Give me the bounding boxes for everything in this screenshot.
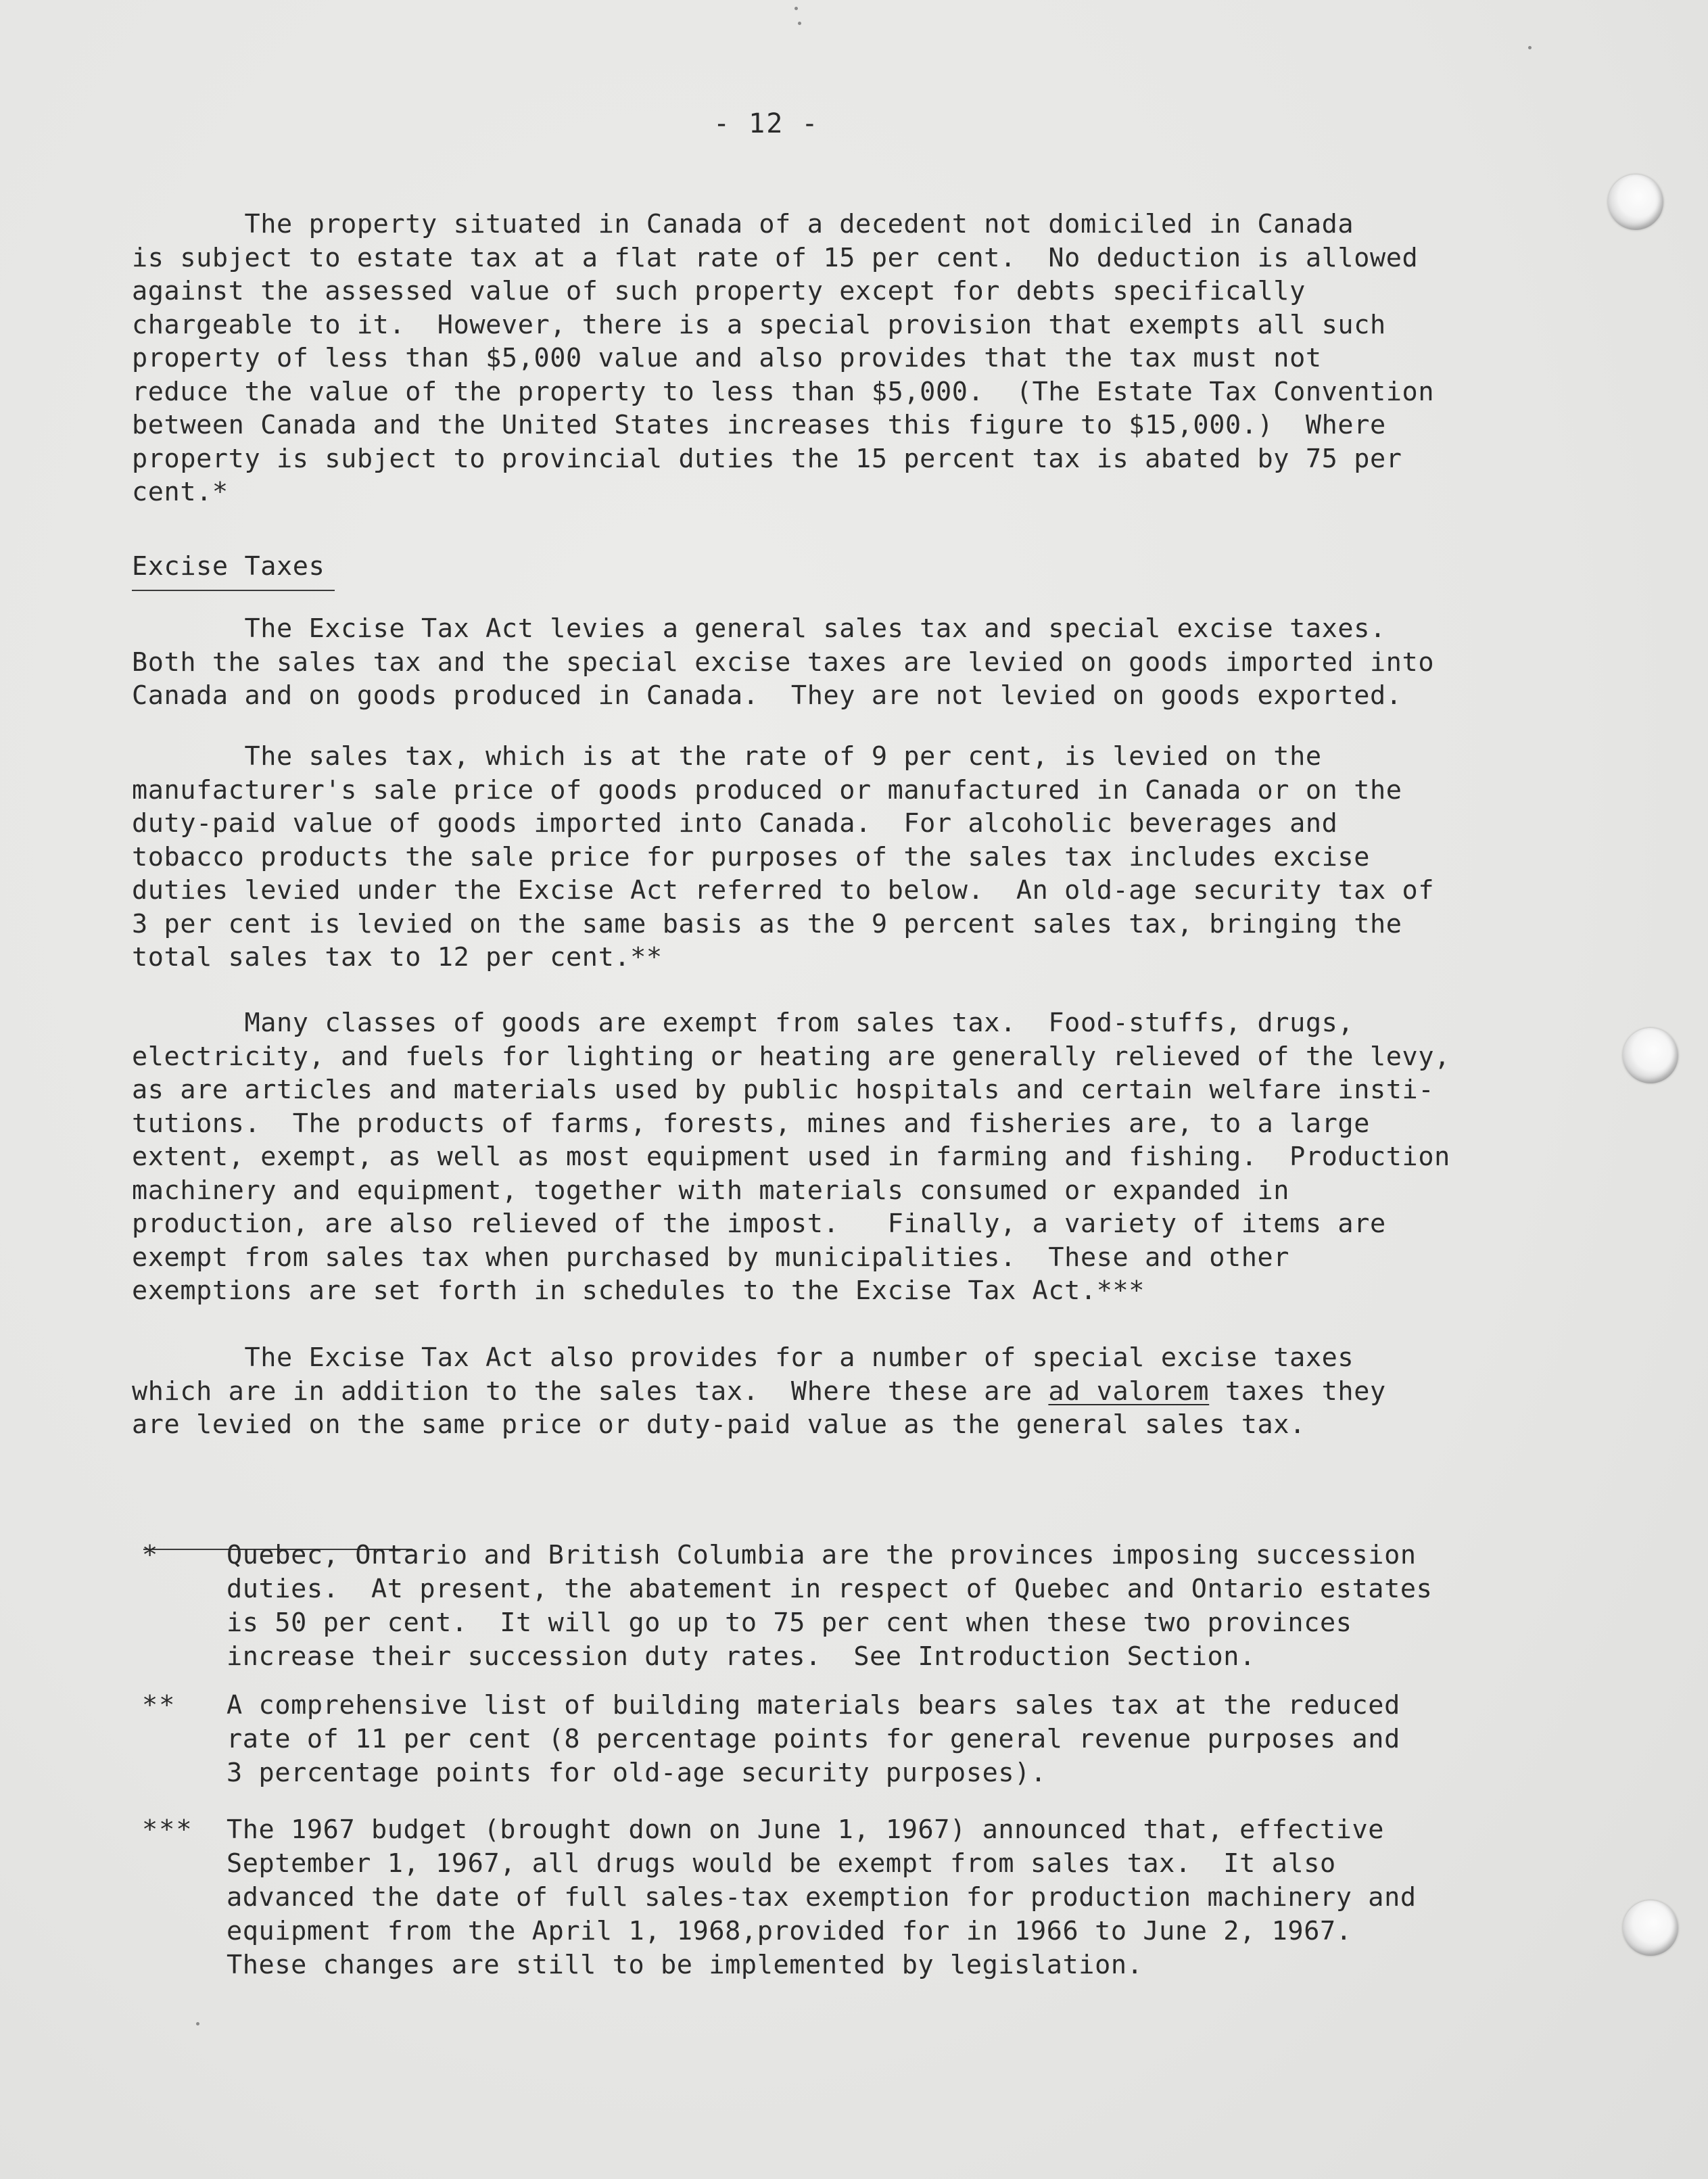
paragraph-sales-tax: The sales tax, which is at the rate of 9 per cent, is levied on the manufacturer's sale price of goods produced or manufactured in Canada or on the duty-paid value of goods imported into Canada. For alcoholic beverages and tobacco products the sale price for purposes of the sales tax includes excise duties levied under the Excise Act referred to below. An old-age security tax of 3 per cent is levied on the same basis as the 9 percent sales tax, bringing the total sales tax to 12 per cent.** [132, 741, 1435, 973]
paragraph-excise-intro: The Excise Tax Act levies a general sales tax and special excise taxes. Both the sales tax and the special excise taxes are levied on goods imported into Canada and on goods produced in Canada. They are not levied on goods exported. [132, 613, 1435, 711]
heading-underline [132, 590, 335, 591]
ad-valorem-term: ad valorem [1048, 1376, 1210, 1407]
punch-hole-bottom [1623, 1900, 1678, 1956]
footnote-text: Quebec, Ontario and British Columbia are the provinces imposing succession duties. At present, the abatement in respect of Quebec and Ontario estates is 50 per cent. It will go up to 75 per cent when these two provinces increase their succession duty rates. See Introduction Section. [227, 1540, 1433, 1672]
special-excise-line-2-start: which are in addition to the sales tax. Where these are [132, 1376, 1049, 1407]
paragraph-exemptions: Many classes of goods are exempt from sales tax. Food-stuffs, drugs, electricity, and fuels for lighting or heating are generally relieved of the levy, as are articles and materials used by public hospitals and certain welfare insti- tutions. The products of farms, forests, mines and fisheries are, to a large extent, exempt, as well as most equipment used in farming and fishing. Production machinery and equipment, together with materials consumed or expanded in production, are also relieved of the impost. Finally, a variety of items are exempt from sales tax when purchased by municipalities. These and other exemptions are set forth in schedules to the Excise Tax Act.*** [132, 1008, 1450, 1306]
footnote-text: A comprehensive list of building materials bears sales tax at the reduced rate of 11 per cent (8 percentage points for general revenue purposes and 3 percentage points for old-age security purposes). [227, 1690, 1400, 1788]
special-excise-line-1: The Excise Tax Act also provides for a number of special excise taxes [132, 1342, 1354, 1373]
paper-speck [196, 2022, 199, 2025]
footnote-marker: * [142, 1540, 160, 1570]
section-heading-excise-taxes: Excise Taxes [132, 551, 325, 582]
paragraph-estate-tax: The property situated in Canada of a decedent not domiciled in Canada is subject to estate tax at a flat rate of 15 per cent. No deduction is allowed against the assessed value of such property except for debts specifically chargeable to it. However, there is a special provision that exempts all such property of less than $5,000 value and also provides that the tax must not reduce the value of the property to less than $5,000. (The Estate Tax Convention between Canada and the United States increases this figure to $15,000.) Where property is subject to provincial duties the 15 percent tax is abated by 75 per cent.* [132, 209, 1435, 507]
paragraph-special-excise [132, 1341, 1538, 1442]
punch-hole-top [1608, 174, 1663, 230]
footnote-text: The 1967 budget (brought down on June 1, 1967) announced that, effective September 1, 1967, all drugs would be exempt from sales tax. It also advanced the date of full sales-tax exemption for production machinery and equipment from the April 1, 1968,provided for in 1966 to June 2, 1967. These changes are still to be implemented by legislation. [227, 1814, 1417, 1980]
paper-speck [1528, 46, 1532, 49]
special-excise-line-2-end: taxes they [1209, 1376, 1386, 1407]
footnote-marker: *** [142, 1814, 193, 1845]
page-number: - 12 - [713, 108, 820, 139]
paper-speck [798, 22, 801, 25]
footnote-marker: ** [142, 1690, 176, 1720]
special-excise-line-3: are levied on the same price or duty-paid value as the general sales tax. [132, 1409, 1306, 1440]
paper-speck [794, 7, 798, 10]
punch-hole-middle [1623, 1028, 1678, 1083]
